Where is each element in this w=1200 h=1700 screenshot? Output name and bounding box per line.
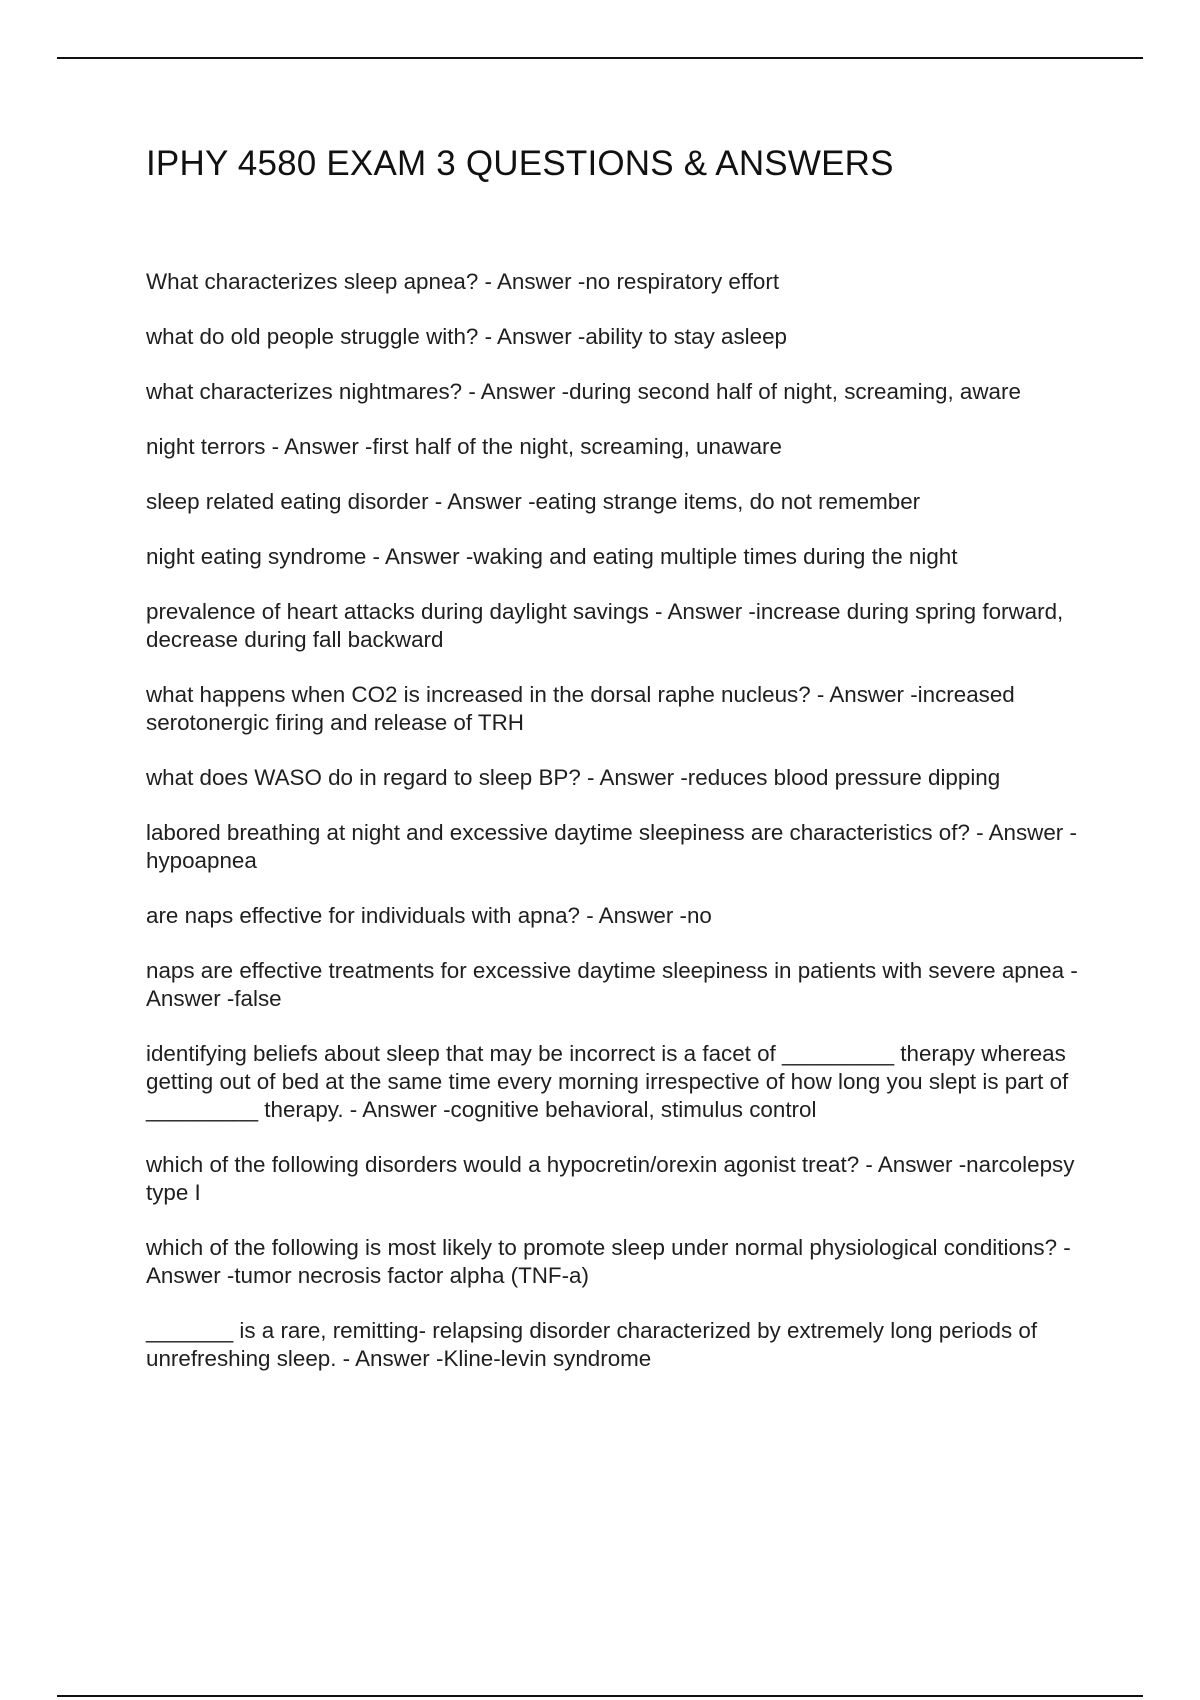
qa-item-5: sleep related eating disorder - Answer -eating strange items, do not remember <box>146 489 921 514</box>
qa-item-7: prevalence of heart attacks during daylight savings - Answer -increase during spring forward, decrease during fall backward <box>146 599 1064 652</box>
qa-item-10: labored breathing at night and excessive daytime sleepiness are characteristics of? - Answer -hypoapnea <box>146 820 1077 873</box>
question-answer-list <box>146 268 1086 1400</box>
qa-item-1: What characterizes sleep apnea? - Answer -no respiratory effort <box>146 269 780 294</box>
bottom-page-rule <box>57 1695 1143 1697</box>
top-page-rule <box>57 57 1143 59</box>
qa-item-6: night eating syndrome - Answer -waking and eating multiple times during the night <box>146 544 958 569</box>
qa-item-15: which of the following is most likely to promote sleep under normal physiological conditions? - Answer -tumor necrosis factor alpha (TNF-a) <box>146 1235 1071 1288</box>
qa-item-14: which of the following disorders would a hypocretin/orexin agonist treat? - Answer -narcolepsy type I <box>146 1152 1075 1205</box>
document-title: IPHY 4580 EXAM 3 QUESTIONS & ANSWERS <box>146 144 894 183</box>
qa-item-4: night terrors - Answer -first half of the night, screaming, unaware <box>146 434 782 459</box>
qa-item-8: what happens when CO2 is increased in the dorsal raphe nucleus? - Answer -increased serotonergic firing and release of TRH <box>146 682 1015 735</box>
qa-item-11: are naps effective for individuals with apna? - Answer -no <box>146 903 712 928</box>
qa-item-9: what does WASO do in regard to sleep BP? - Answer -reduces blood pressure dipping <box>146 765 1001 790</box>
qa-item-13: identifying beliefs about sleep that may be incorrect is a facet of _________ therapy whereas getting out of bed at the same time every morning irrespective of how long you slept is part of _________ therapy. - Answer -cognitive behavioral, stimulus control <box>146 1041 1069 1122</box>
qa-item-3: what characterizes nightmares? - Answer -during second half of night, screaming, aware <box>146 379 1021 404</box>
qa-item-2: what do old people struggle with? - Answer -ability to stay asleep <box>146 324 787 349</box>
qa-item-12: naps are effective treatments for excessive daytime sleepiness in patients with severe apnea - Answer -false <box>146 958 1078 1011</box>
qa-item-16: _______ is a rare, remitting- relapsing disorder characterized by extremely long periods of unrefreshing sleep. - Answer -Kline-levin syndrome <box>146 1318 1038 1371</box>
